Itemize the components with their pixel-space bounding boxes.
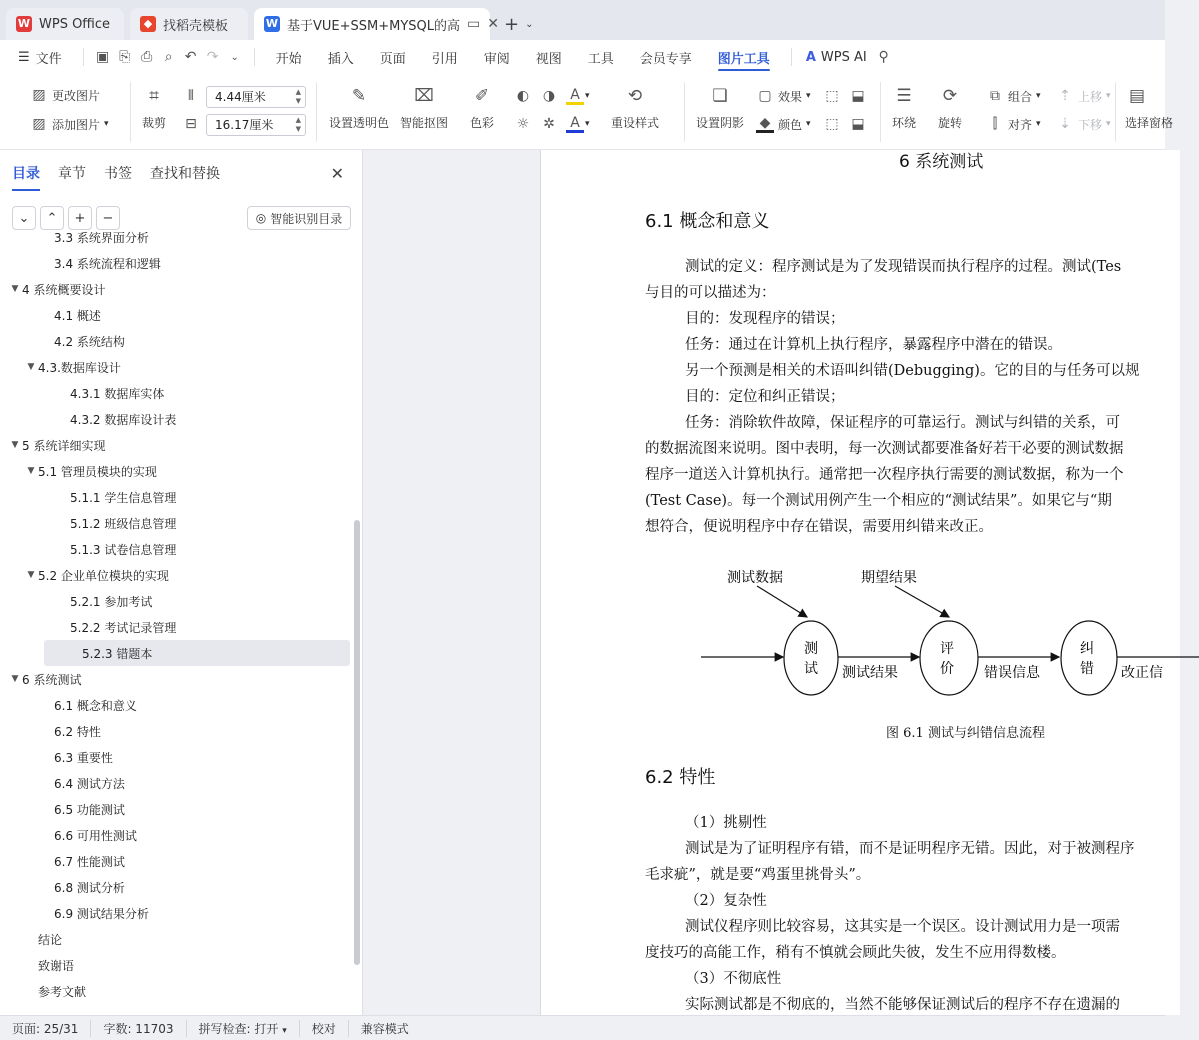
tab-toc[interactable]: 目录 <box>12 163 40 183</box>
border-color-icon[interactable]: A ▾ <box>566 115 590 133</box>
paragraph-line: 任务：通过在计算机上执行程序，暴露程序中潜在的错误。 <box>685 337 1062 353</box>
smart-toc-label: 智能识别目录 <box>270 211 343 226</box>
document-page[interactable] <box>540 150 1180 1015</box>
toc-item-label: 5.1 管理员模块的实现 <box>38 464 157 479</box>
toc-item[interactable] <box>0 458 352 484</box>
fill-color-label: 颜色 <box>778 117 803 132</box>
divider <box>1115 82 1116 142</box>
search-icon[interactable]: ⚲ <box>878 49 889 65</box>
move-down-label: 下移 <box>1078 117 1103 132</box>
toc-item[interactable] <box>0 276 352 302</box>
group-icon: ⧉ <box>990 88 1000 104</box>
diagram-input-label: 测试数据 <box>727 570 783 586</box>
divider <box>684 82 685 142</box>
toc-item-label: 4.3.2 数据库设计表 <box>70 412 177 427</box>
toc-item[interactable] <box>0 380 352 406</box>
toc-item[interactable] <box>0 848 352 874</box>
rotate-button[interactable] <box>938 84 962 131</box>
spinner-arrows-icon[interactable]: ▲ ▼ <box>295 116 301 133</box>
toc-item[interactable] <box>0 796 352 822</box>
wrap-label: 环绕 <box>892 116 917 130</box>
move-down-dropdown[interactable]: ⇣ 下移 ▾ <box>1056 115 1111 133</box>
expand-caret-icon[interactable]: ▼ <box>11 284 19 294</box>
expand-caret-icon[interactable]: ▼ <box>11 440 19 450</box>
paragraph-line: 目的：定位和纠正错误； <box>685 389 845 405</box>
paragraph-line: 测试仪程序则比较容易，这其实是一个误区。设计测试用力是一项需 <box>685 919 1120 935</box>
fill-bucket-icon: ◆ <box>756 115 774 133</box>
effect-dropdown[interactable]: ▢ 效果 ▾ <box>756 87 811 105</box>
toc-item[interactable] <box>0 692 352 718</box>
menu-item-member[interactable]: 会员专享 <box>639 51 692 67</box>
paragraph-line: 实际测试都是不彻底的，当然不能够保证测试后的程序不存在遗漏的 <box>685 997 1120 1013</box>
reset-style-icon: ⟲ <box>627 86 643 106</box>
toc-item[interactable] <box>0 250 352 276</box>
align-label: 对齐 <box>1008 117 1033 132</box>
diagram-arrow <box>757 586 807 617</box>
figure-caption: 图 6.1 测试与纠错信息流程 <box>886 726 1045 741</box>
paragraph-line: 的数据流图来说明。图中表明，每一次测试都要准备好若干必要的测试数据 <box>645 441 1124 457</box>
tab-document[interactable] <box>254 8 499 40</box>
divider <box>254 48 255 66</box>
fill-color-dropdown[interactable]: ◆ 颜色 ▾ <box>756 115 811 133</box>
toc-item[interactable] <box>0 770 352 796</box>
wps-logo-icon: W <box>17 17 31 30</box>
diagram-node-label: 纠 <box>1080 641 1094 657</box>
width-value: 4.44厘米 <box>215 90 266 104</box>
diagram-node-label: 试 <box>804 661 818 677</box>
toc-item[interactable] <box>0 484 352 510</box>
toc-item[interactable] <box>0 978 352 1004</box>
toc-item[interactable] <box>0 614 352 640</box>
transparent-color-icon: ✎ <box>351 86 367 106</box>
toc-item-label: 5.1.1 学生信息管理 <box>70 490 177 505</box>
paragraph-line: 程序一道送入计算机执行。通常把一次程序执行需要的测试数据，称为一个 <box>645 467 1124 483</box>
toc-item[interactable] <box>0 354 352 380</box>
brightness-up-icon[interactable]: ◐ <box>516 88 530 104</box>
page-indicator[interactable]: 页面: 25/31 <box>0 1020 91 1037</box>
writer-doc-icon: W <box>265 17 279 30</box>
toc-item[interactable] <box>0 536 352 562</box>
diagram-edge-label: 错误信息 <box>984 665 1040 681</box>
expand-caret-icon[interactable]: ▼ <box>11 674 19 684</box>
toc-item-label: 5.2.1 参加考试 <box>70 594 153 609</box>
file-menu[interactable] <box>0 40 75 74</box>
toc-item-label: 6.1 概念和意义 <box>54 698 137 713</box>
reset-style-button[interactable] <box>611 84 659 131</box>
chevron-down-icon: ⌄ <box>18 210 30 226</box>
shadow-left-icon[interactable]: ⬚ <box>825 116 839 132</box>
color-adjust-button[interactable] <box>470 84 494 131</box>
wrap-button[interactable] <box>892 84 916 131</box>
add-picture-label: 添加图片 <box>52 117 101 132</box>
ribbon-picture-tools <box>0 74 1174 150</box>
toc-item[interactable] <box>0 510 352 536</box>
chapter-title: 6 系统测试 <box>899 152 984 172</box>
cutout-icon: ⌧ <box>414 86 434 106</box>
expand-caret-icon[interactable]: ▼ <box>27 570 35 580</box>
effect-icon: ▢ <box>758 88 772 104</box>
expand-caret-icon[interactable]: ▼ <box>27 466 35 476</box>
picture-icon: ▨ <box>32 87 46 103</box>
shadow-up-icon[interactable]: ⬚ <box>825 88 839 104</box>
toc-item[interactable] <box>0 432 352 458</box>
paragraph-line: 度技巧的高能工作，稍有不慎就会顾此失彼，发生不应用得数楼。 <box>645 945 1066 961</box>
toc-item-label: 6 系统测试 <box>22 672 82 687</box>
crop-icon: ⌗ <box>149 86 159 106</box>
export-icon[interactable]: ⎘ <box>119 49 131 65</box>
highlight-color-icon[interactable]: A ▾ <box>566 87 590 105</box>
group-label: 组合 <box>1008 89 1033 104</box>
height-icon: ⊟ <box>185 116 197 132</box>
tab-label: WPS Office <box>39 16 111 32</box>
crop-label: 裁剪 <box>142 116 167 130</box>
paragraph-line: （3）不彻底性 <box>685 971 782 987</box>
spell-check-toggle[interactable] <box>187 1020 300 1037</box>
toc-item-label: 6.5 功能测试 <box>54 802 125 817</box>
wrap-text-icon: ☰ <box>896 86 912 106</box>
toc-item-label: 致谢语 <box>38 958 75 973</box>
toc-item-label: 3.4 系统流程和逻辑 <box>54 256 161 271</box>
diagram-node-debug <box>1061 621 1117 695</box>
toc-item[interactable] <box>0 822 352 848</box>
toc-item-label: 4.2 系统结构 <box>54 334 125 349</box>
paragraph-line: （2）复杂性 <box>685 893 767 909</box>
change-picture-label: 更改图片 <box>52 88 101 103</box>
tab-label: 找稻壳模板 <box>163 18 229 34</box>
paragraph-line: 与目的可以描述为： <box>645 285 776 301</box>
close-icon[interactable]: ✕ <box>487 16 499 32</box>
wps-ai-button[interactable] <box>800 40 873 74</box>
shadow-icon: ❏ <box>712 86 728 106</box>
test-debug-flow-diagram[interactable] <box>699 560 1199 710</box>
menu-item-review[interactable]: 审阅 <box>483 51 510 67</box>
toc-item-label: 6.8 测试分析 <box>54 880 125 895</box>
plus-icon: + <box>74 210 86 226</box>
divider <box>316 82 317 142</box>
align-icon: ⫿ <box>992 116 998 132</box>
toc-item-label: 5.2 企业单位模块的实现 <box>38 568 169 583</box>
rotate-icon: ⟳ <box>942 86 958 106</box>
effect-label: 效果 <box>778 89 803 104</box>
move-up-dropdown[interactable]: ⇡ 上移 ▾ <box>1056 87 1111 105</box>
save-icon[interactable]: ▣ <box>96 49 110 65</box>
toc-item-label: 6.2 特性 <box>54 724 101 739</box>
document-area <box>364 150 1165 1015</box>
print-preview-icon[interactable]: ⌕ <box>164 49 173 65</box>
smart-recognize-icon: ◎ <box>255 211 267 225</box>
paragraph-line: 想符合，便说明程序中存在错误，需要用纠错来改正。 <box>645 519 993 535</box>
toc-item[interactable] <box>0 666 352 692</box>
divider <box>880 82 881 142</box>
toc-item[interactable] <box>0 718 352 744</box>
toc-item-label: 6.7 性能测试 <box>54 854 125 869</box>
menu-item-picture-tools[interactable]: 图片工具 <box>705 40 783 74</box>
toc-scrollbar[interactable] <box>354 520 360 965</box>
proofread-button[interactable]: 校对 <box>300 1020 349 1037</box>
diagram-node-label: 评 <box>940 641 954 657</box>
brightness-icon[interactable]: ☼ <box>516 116 530 132</box>
toc-item-label: 5.1.2 班级信息管理 <box>70 516 177 531</box>
toc-item-label: 4.3.1 数据库实体 <box>70 386 165 401</box>
chevron-down-icon: ▾ <box>282 1025 287 1036</box>
menu-item-view[interactable]: 视图 <box>535 51 562 67</box>
chevron-down-icon: ▾ <box>104 119 109 129</box>
file-menu-label: 文件 <box>35 51 62 67</box>
diagram-node-test <box>784 621 838 695</box>
add-picture-button[interactable] <box>30 115 109 133</box>
selection-pane-button[interactable] <box>1125 84 1173 131</box>
shadow-down-icon[interactable]: ⬓ <box>851 88 865 104</box>
paragraph-line: （1）挑剔性 <box>685 815 767 831</box>
menu-bar <box>0 40 1165 74</box>
contrast-icon[interactable]: ◑ <box>542 88 556 104</box>
toc-item-label: 5.1.3 试卷信息管理 <box>70 542 177 557</box>
width-icon: ⫴ <box>188 88 194 104</box>
spell-check-label: 拼写检查: 打开 <box>198 1021 279 1036</box>
toc-item[interactable] <box>0 328 352 354</box>
width-input[interactable] <box>206 86 306 108</box>
diagram-node-label: 价 <box>940 661 954 677</box>
height-input[interactable] <box>206 114 306 136</box>
color-adjust-icon: ✐ <box>474 86 490 106</box>
wps-ai-icon: A <box>805 49 816 65</box>
toc-item[interactable] <box>44 640 350 666</box>
reset-style-label: 重设样式 <box>611 116 660 130</box>
add-picture-icon: ▨ <box>32 116 46 132</box>
toc-item-label: 6.4 测试方法 <box>54 776 125 791</box>
toc-item-label: 参考文献 <box>38 984 87 999</box>
toc-list <box>0 230 356 1015</box>
tab-wps-office[interactable] <box>6 8 124 40</box>
selection-pane-label: 选择窗格 <box>1125 116 1174 130</box>
spinner-arrows-icon[interactable]: ▲ ▼ <box>295 88 301 105</box>
toc-item[interactable] <box>0 562 352 588</box>
selection-pane-icon: ▤ <box>1128 86 1146 106</box>
divider <box>83 48 84 66</box>
wps-ai-label: WPS AI <box>820 49 867 65</box>
move-down-icon: ⇣ <box>1059 116 1071 132</box>
toc-item-label: 3.3 系统界面分析 <box>54 230 149 245</box>
dim-icon[interactable]: ✲ <box>543 116 555 132</box>
change-picture-button[interactable] <box>30 86 100 104</box>
menu-item-tools[interactable]: 工具 <box>587 51 614 67</box>
navigation-tabs <box>0 150 363 196</box>
paragraph-line: 目的：发现程序的错误； <box>685 311 845 327</box>
paragraph-line: 另一个预测是相关的术语叫纠错(Debugging)。它的目的与任务可以规 <box>685 363 1140 379</box>
toc-item-label: 6.9 测试结果分析 <box>54 906 149 921</box>
toc-item[interactable] <box>0 224 352 250</box>
section-title: 6.1 概念和意义 <box>645 211 770 232</box>
close-icon[interactable]: ✕ <box>330 164 344 183</box>
set-shadow-label: 设置阴影 <box>696 116 745 130</box>
diagram-node-label: 错 <box>1080 661 1094 677</box>
redo-icon[interactable]: ↷ <box>206 49 219 65</box>
undo-icon[interactable]: ↶ <box>184 49 197 65</box>
toc-item-label: 6.3 重要性 <box>54 750 113 765</box>
divider <box>130 82 131 142</box>
smart-cutout-button[interactable] <box>400 84 448 131</box>
menu-item-page[interactable]: 页面 <box>379 51 406 67</box>
paragraph-line: (Test Case)。每一个测试用例产生一个相应的“测试结果”。如果它与“期 <box>645 493 1112 509</box>
group-dropdown[interactable]: ⧉ 组合 ▾ <box>986 87 1041 105</box>
align-dropdown[interactable]: ⫿ 对齐 ▾ <box>986 115 1041 133</box>
toc-item-label: 5.2.3 错题本 <box>82 646 153 661</box>
crop-button[interactable] <box>142 84 166 131</box>
toc-item[interactable] <box>0 406 352 432</box>
toc-item-label: 4.1 概述 <box>54 308 101 323</box>
docer-logo-icon: ◆ <box>140 16 156 32</box>
divider <box>791 48 792 66</box>
section-title: 6.2 特性 <box>645 767 716 788</box>
navigation-pane <box>0 150 363 1015</box>
paragraph-line: 测试的定义：程序测试是为了发现错误而执行程序的过程。测试(Tes <box>685 259 1122 275</box>
diagram-node-label: 测 <box>804 641 818 657</box>
menu-item-insert[interactable]: 插入 <box>327 51 354 67</box>
smart-cutout-label: 智能抠图 <box>400 116 449 130</box>
chevron-down-icon[interactable]: ⌄ <box>230 51 239 63</box>
toc-item-label: 结论 <box>38 932 63 947</box>
tab-chapters[interactable]: 章节 <box>58 166 86 182</box>
set-shadow-button[interactable] <box>696 84 744 131</box>
toc-item[interactable] <box>0 926 352 952</box>
tab-label: 基于VUE+SSM+MYSQL的高 <box>287 18 461 34</box>
toc-item-label: 4 系统概要设计 <box>22 282 106 297</box>
screen-icon[interactable]: ▭ <box>467 16 481 32</box>
paragraph-line: 任务：消除软件故障，保证程序的可靠运行。测试与纠错的关系，可 <box>685 415 1120 431</box>
toc-item-label: 6.6 可用性测试 <box>54 828 137 843</box>
move-up-label: 上移 <box>1078 89 1103 104</box>
diagram-edge-label: 测试结果 <box>842 665 898 681</box>
chevron-up-icon: ⌃ <box>46 210 58 226</box>
color-adjust-label: 色彩 <box>470 116 495 130</box>
chevron-down-icon[interactable]: ⌄ <box>525 18 534 30</box>
toc-item[interactable] <box>0 588 352 614</box>
toc-item[interactable] <box>0 302 352 328</box>
toc-item[interactable] <box>0 900 352 926</box>
shadow-right-icon[interactable]: ⬓ <box>851 116 865 132</box>
minus-icon: − <box>102 210 114 226</box>
tab-bar <box>0 0 1165 40</box>
status-bar <box>0 1015 1165 1040</box>
print-icon[interactable]: ⎙ <box>141 49 153 65</box>
toc-item-label: 5 系统详细实现 <box>22 438 106 453</box>
toc-item-label: 5.2.2 考试记录管理 <box>70 620 177 635</box>
height-value: 16.17厘米 <box>215 118 274 132</box>
new-tab-plus-icon[interactable]: + <box>504 13 520 35</box>
paragraph-line: 测试是为了证明程序有错，而不是证明程序无错。因此，对于被测程序 <box>685 841 1135 857</box>
tab-find-replace[interactable]: 查找和替换 <box>150 166 220 182</box>
compat-mode-label: 兼容模式 <box>360 1021 409 1036</box>
set-transparent-button[interactable] <box>329 84 389 131</box>
set-transparent-label: 设置透明色 <box>329 116 390 130</box>
toc-item[interactable] <box>0 744 352 770</box>
menu-item-start[interactable]: 开始 <box>275 51 302 67</box>
move-up-icon: ⇡ <box>1059 88 1071 104</box>
word-count[interactable]: 字数: 11703 <box>91 1020 186 1037</box>
diagram-input-label: 期望结果 <box>861 570 917 586</box>
expand-caret-icon[interactable]: ▼ <box>27 362 35 372</box>
diagram-node-evaluate <box>920 621 978 695</box>
tab-bookmarks[interactable]: 书签 <box>104 166 132 182</box>
rotate-label: 旋转 <box>938 116 963 130</box>
hamburger-icon: ☰ <box>18 49 30 65</box>
menu-item-reference[interactable]: 引用 <box>431 51 458 67</box>
diagram-edge-label: 改正信 <box>1121 665 1163 681</box>
toc-item-label: 4.3.数据库设计 <box>38 360 121 375</box>
diagram-arrow <box>895 586 949 617</box>
toc-item[interactable] <box>0 874 352 900</box>
tab-docer[interactable] <box>130 8 248 40</box>
toc-item[interactable] <box>0 952 352 978</box>
paragraph-line: 毛求疵”，就是要“鸡蛋里挑骨头”。 <box>645 867 871 883</box>
